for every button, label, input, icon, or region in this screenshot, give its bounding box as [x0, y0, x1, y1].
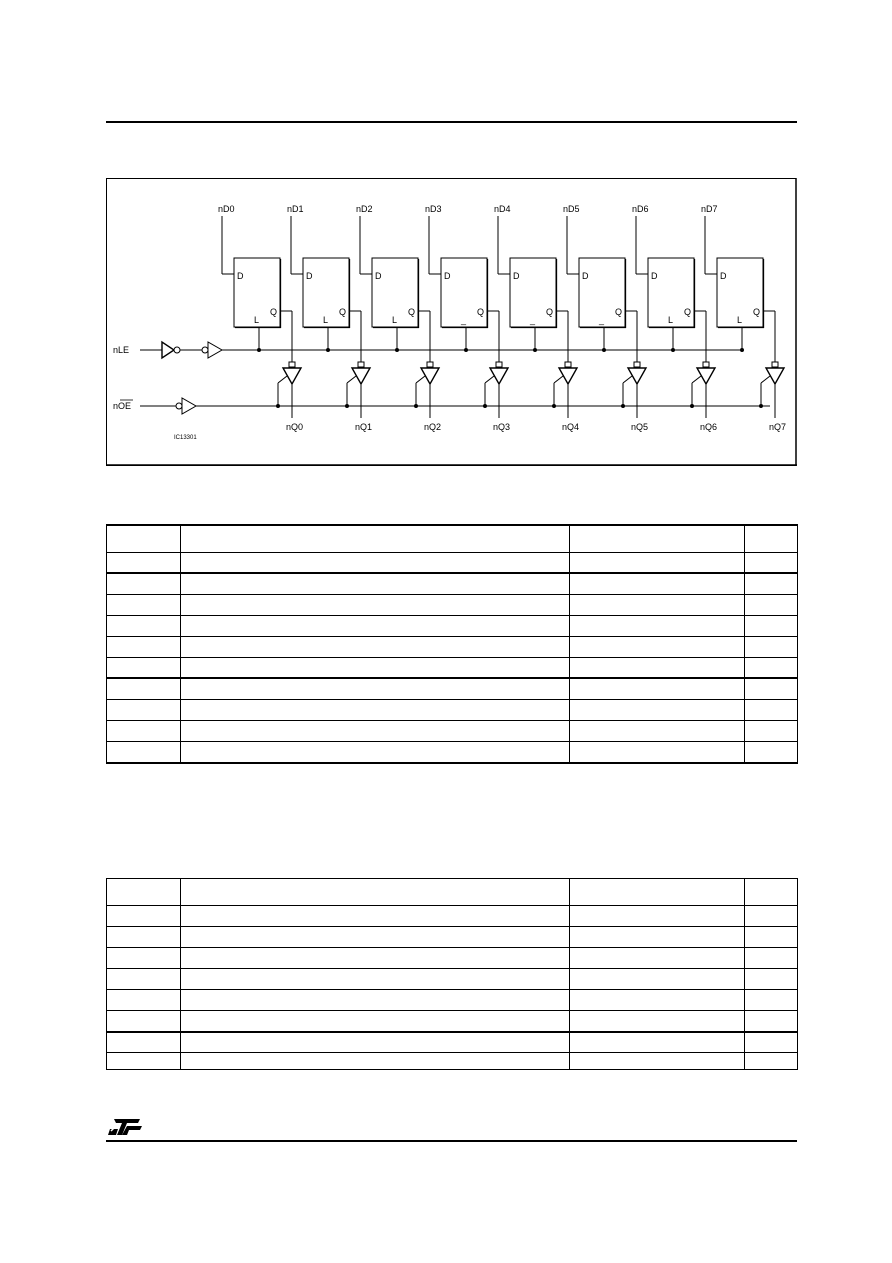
latch-d-label: D	[582, 271, 589, 281]
table-cell	[107, 657, 181, 678]
table-cell	[745, 615, 798, 636]
figure-code: IC13301	[174, 435, 197, 441]
table-cell	[181, 948, 570, 969]
latch-q-label: Q	[546, 307, 554, 317]
latch-q-label: Q	[615, 307, 623, 317]
table-row	[107, 969, 798, 990]
table-cell	[181, 927, 570, 948]
table-1	[106, 524, 798, 764]
latch-d-label: D	[444, 271, 451, 281]
latch-l-label: _	[599, 315, 605, 325]
oe-label: nOE	[113, 401, 132, 411]
table-row	[107, 1053, 798, 1070]
table-cell	[745, 969, 798, 990]
table-cell	[745, 525, 798, 552]
table-cell	[570, 879, 745, 906]
table-cell	[181, 1053, 570, 1070]
table-row	[107, 906, 798, 927]
tristate-buffer-1	[352, 368, 370, 384]
table-cell	[570, 552, 745, 573]
output-label-0: nQ0	[286, 422, 304, 432]
table-cell	[107, 615, 181, 636]
table-cell	[181, 594, 570, 615]
table-cell	[107, 741, 181, 762]
table-cell	[181, 657, 570, 678]
input-label-5: nD5	[563, 204, 580, 214]
table-row	[107, 741, 798, 762]
table-cell	[570, 1053, 745, 1070]
table-cell	[181, 1032, 570, 1053]
table-row	[107, 927, 798, 948]
table-cell	[107, 720, 181, 741]
table-cell	[570, 969, 745, 990]
latch-q-label: Q	[684, 307, 692, 317]
table-cell	[181, 525, 570, 552]
output-label-5: nQ5	[631, 422, 649, 432]
table-cell	[745, 948, 798, 969]
table-cell	[107, 525, 181, 552]
junction-dot	[740, 348, 744, 352]
latch-l-label: L	[737, 315, 743, 325]
output-label-2: nQ2	[424, 422, 442, 432]
table-row	[107, 573, 798, 594]
table-cell	[181, 1011, 570, 1032]
table-cell	[745, 741, 798, 762]
table-row	[107, 615, 798, 636]
table-cell	[745, 552, 798, 573]
table-cell	[181, 879, 570, 906]
table-cell	[570, 525, 745, 552]
oe-buffer	[176, 398, 196, 414]
table-cell	[570, 1032, 745, 1053]
table-cell	[745, 927, 798, 948]
table-cell	[570, 762, 745, 763]
input-label-3: nD3	[425, 204, 442, 214]
table-cell	[570, 906, 745, 927]
tristate-buffer-0	[283, 368, 301, 384]
table-cell	[107, 699, 181, 720]
table-cell	[570, 678, 745, 699]
table-cell	[181, 969, 570, 990]
latch-d-label: D	[237, 271, 244, 281]
table-cell	[181, 741, 570, 762]
le-driver-buffer	[202, 342, 222, 358]
table-cell	[745, 636, 798, 657]
output-label-4: nQ4	[562, 422, 580, 432]
table-cell	[107, 990, 181, 1011]
table-cell	[570, 699, 745, 720]
table-cell	[107, 552, 181, 573]
header-rule	[106, 121, 797, 123]
table-cell	[107, 969, 181, 990]
table-2	[106, 878, 798, 1070]
output-label-6: nQ6	[700, 422, 718, 432]
latch-d-label: D	[306, 271, 313, 281]
table-row	[107, 525, 798, 552]
table-cell	[745, 678, 798, 699]
table-cell	[570, 990, 745, 1011]
table-cell	[181, 573, 570, 594]
latch-l-label: L	[668, 315, 674, 325]
input-label-6: nD6	[632, 204, 649, 214]
table-cell	[107, 594, 181, 615]
table-row	[107, 552, 798, 573]
table-cell	[745, 573, 798, 594]
tristate-buffer-2	[421, 368, 439, 384]
table-cell	[745, 906, 798, 927]
table-cell	[745, 990, 798, 1011]
table-cell	[181, 720, 570, 741]
tristate-buffer-6	[697, 368, 715, 384]
latch-l-label: L	[392, 315, 398, 325]
latch-d-label: D	[651, 271, 658, 281]
latch-q-label: Q	[477, 307, 485, 317]
footer-rule	[106, 1140, 797, 1142]
tristate-buffer-3	[490, 368, 508, 384]
table-cell	[745, 594, 798, 615]
table-cell	[181, 699, 570, 720]
table-cell	[107, 573, 181, 594]
table-cell	[745, 1053, 798, 1070]
table-cell	[745, 1011, 798, 1032]
table-cell	[745, 879, 798, 906]
table-cell	[107, 1011, 181, 1032]
table-cell	[570, 720, 745, 741]
table-row	[107, 762, 798, 763]
table-row	[107, 636, 798, 657]
table-cell	[570, 1011, 745, 1032]
table-cell	[107, 1053, 181, 1070]
latch-d-label: D	[720, 271, 727, 281]
table-row	[107, 699, 798, 720]
table-cell	[181, 552, 570, 573]
table-cell	[181, 615, 570, 636]
tristate-buffer-4	[559, 368, 577, 384]
table-cell	[181, 990, 570, 1011]
table-cell	[181, 678, 570, 699]
input-label-7: nD7	[701, 204, 718, 214]
le-inverter-buffer	[162, 342, 180, 358]
table-cell	[570, 927, 745, 948]
latch-l-label: _	[461, 315, 467, 325]
latch-d-label: D	[513, 271, 520, 281]
table-row	[107, 594, 798, 615]
table-cell	[181, 636, 570, 657]
le-label: nLE	[113, 345, 130, 355]
table-cell	[181, 906, 570, 927]
table-cell	[745, 720, 798, 741]
table-row	[107, 1011, 798, 1032]
latch-q-label: Q	[753, 307, 761, 317]
table-cell	[107, 879, 181, 906]
table-cell	[570, 636, 745, 657]
table-cell	[745, 762, 798, 763]
table-cell	[107, 678, 181, 699]
table-cell	[745, 699, 798, 720]
latch-l-label: _	[530, 315, 536, 325]
latch-q-label: Q	[270, 307, 278, 317]
tristate-buffer-5	[628, 368, 646, 384]
latch-d-label: D	[375, 271, 382, 281]
table-cell	[570, 594, 745, 615]
table-cell	[107, 1032, 181, 1053]
table-row	[107, 720, 798, 741]
st-logo-icon	[108, 1116, 144, 1138]
table-cell	[107, 927, 181, 948]
output-label-7: nQ7	[769, 422, 787, 432]
table-row	[107, 678, 798, 699]
table-cell	[570, 615, 745, 636]
output-label-3: nQ3	[493, 422, 511, 432]
latch-l-label: L	[254, 315, 260, 325]
table-cell	[570, 573, 745, 594]
table-row	[107, 948, 798, 969]
table-row	[107, 879, 798, 906]
logic-diagram	[106, 178, 797, 466]
table-cell	[107, 948, 181, 969]
table-row	[107, 990, 798, 1011]
latch-q-label: Q	[408, 307, 416, 317]
input-label-2: nD2	[356, 204, 373, 214]
output-label-1: nQ1	[355, 422, 373, 432]
latch-l-label: L	[323, 315, 329, 325]
input-label-4: nD4	[494, 204, 511, 214]
table-cell	[107, 906, 181, 927]
table-cell	[107, 636, 181, 657]
tristate-buffer-7	[766, 368, 784, 384]
table-cell	[570, 657, 745, 678]
table-cell	[570, 948, 745, 969]
table-cell	[745, 657, 798, 678]
input-label-1: nD1	[287, 204, 304, 214]
latch-q-label: Q	[339, 307, 347, 317]
table-cell	[745, 1032, 798, 1053]
table-cell	[181, 762, 570, 763]
table-cell	[570, 741, 745, 762]
table-row	[107, 1032, 798, 1053]
table-cell	[107, 762, 181, 763]
table-row	[107, 657, 798, 678]
input-label-0: nD0	[218, 204, 235, 214]
